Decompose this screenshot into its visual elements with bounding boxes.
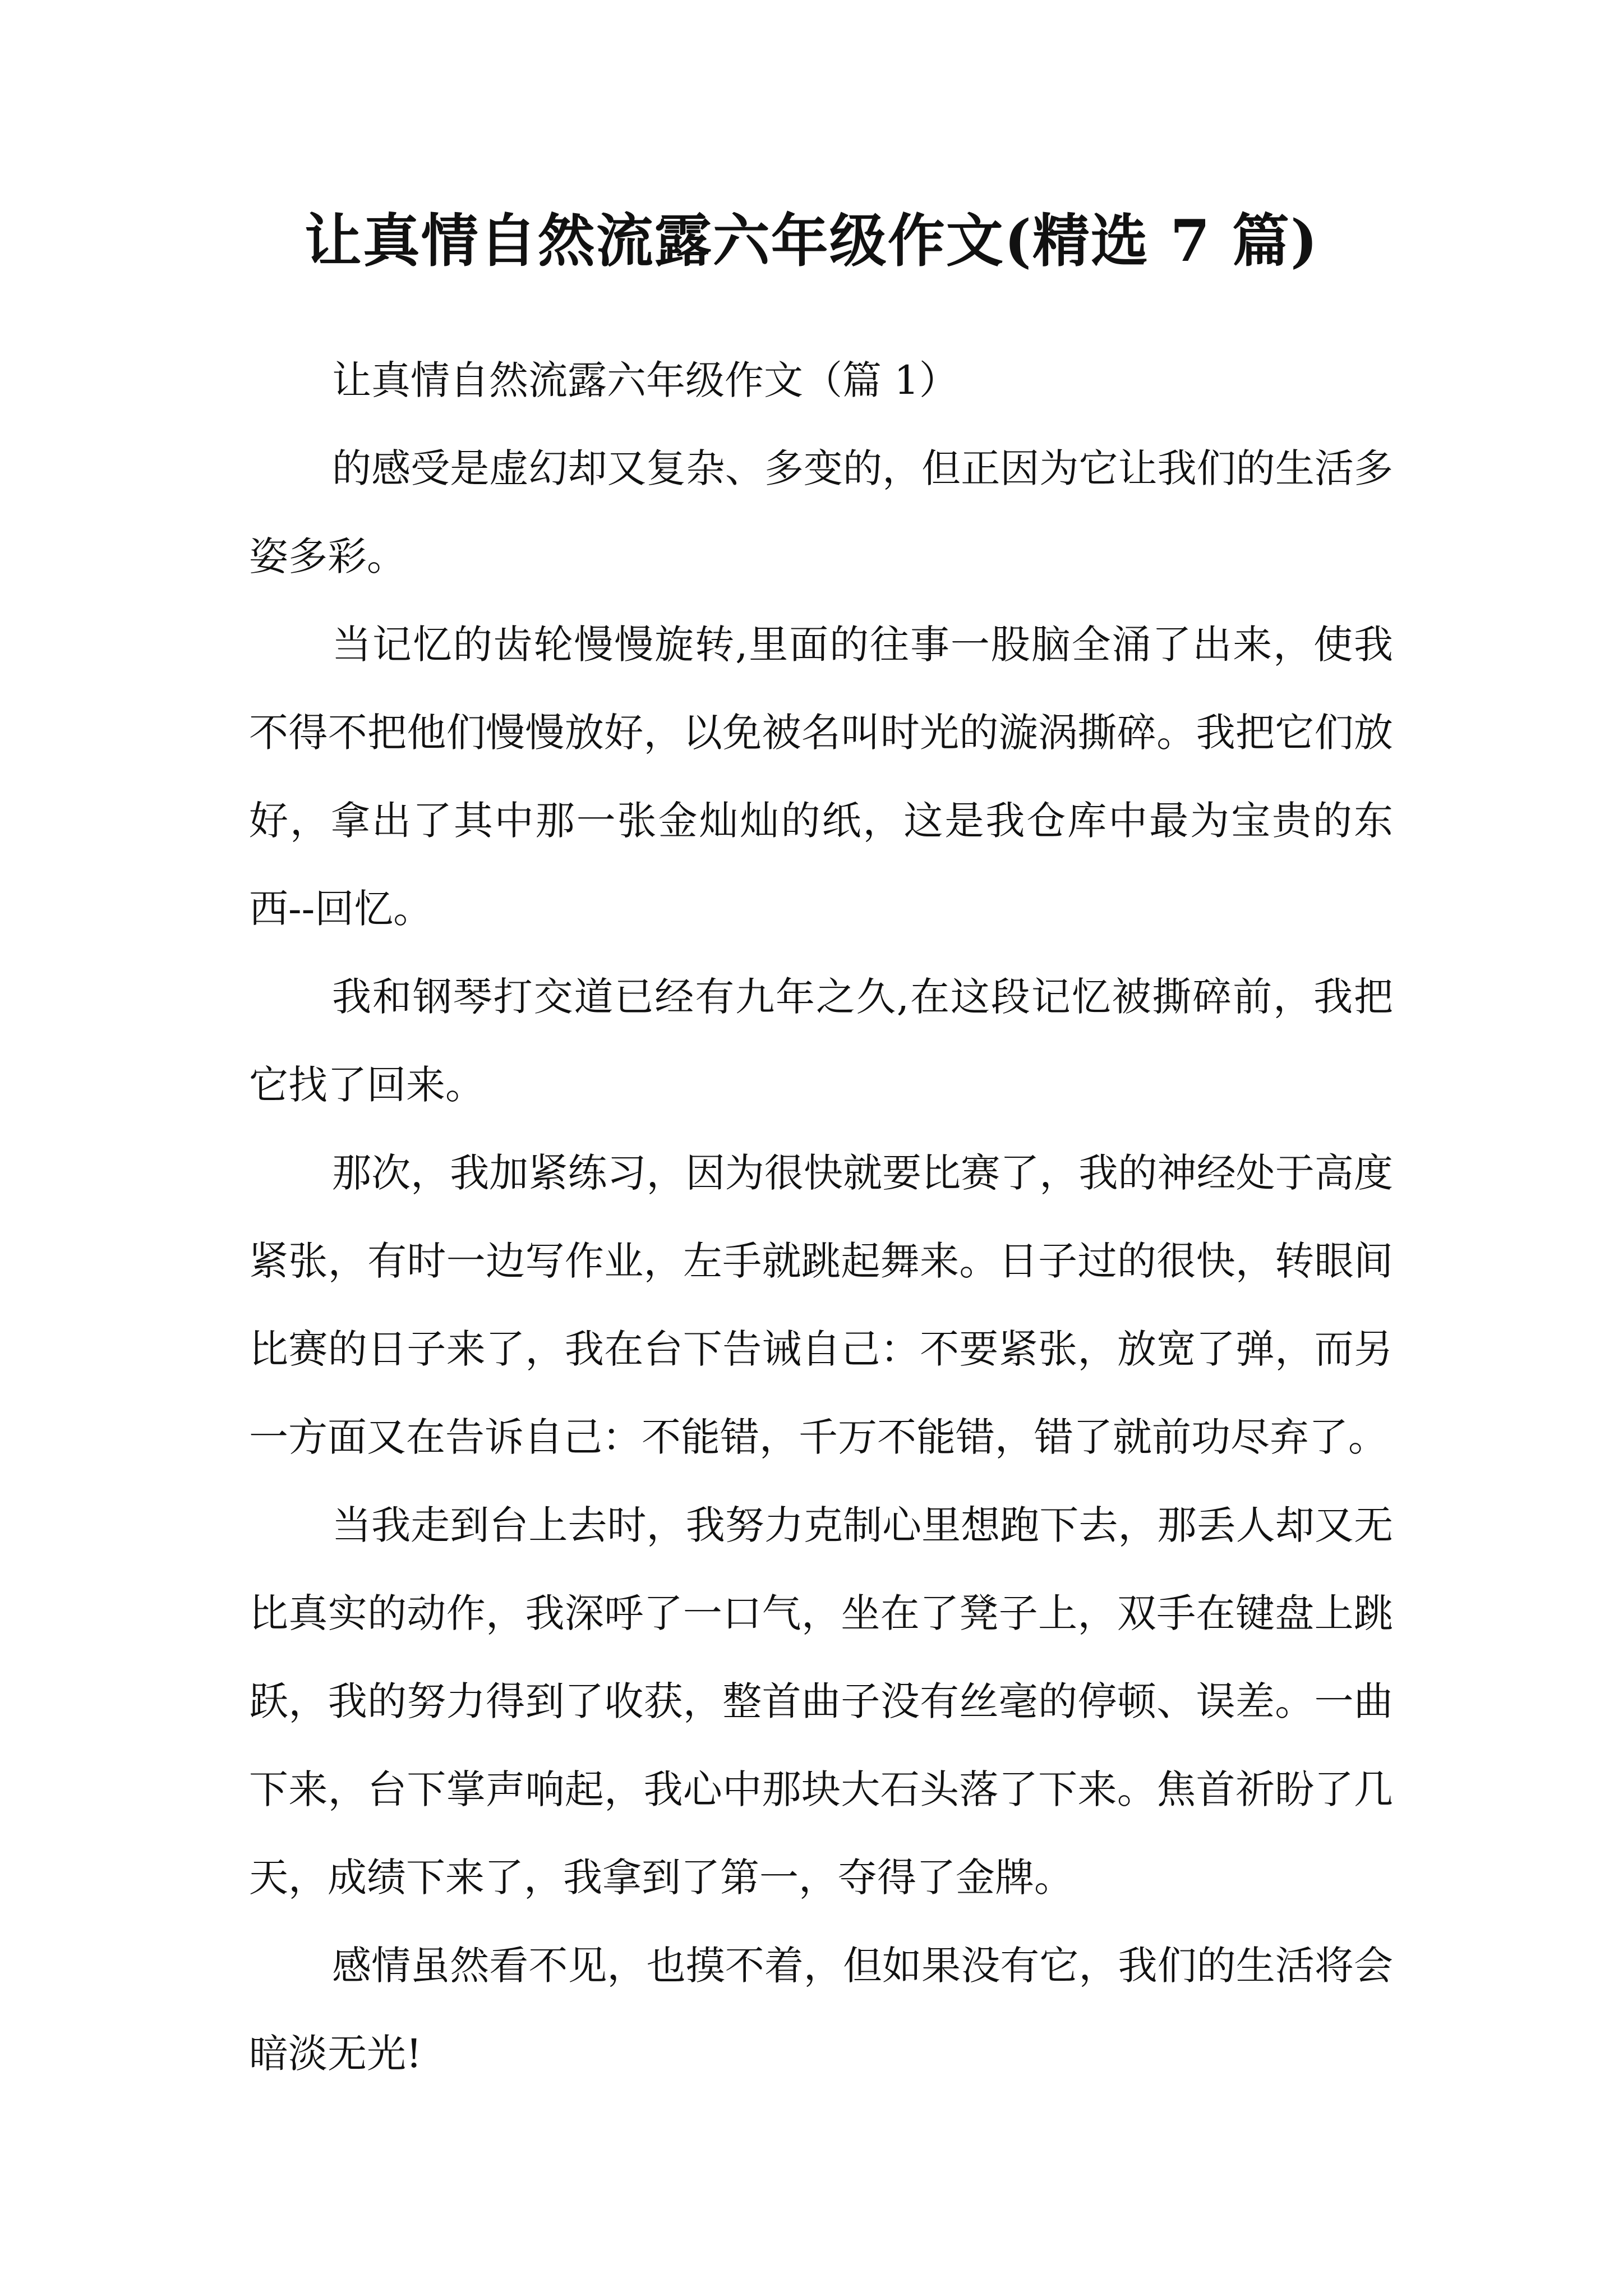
- document-body: [249, 337, 1393, 2098]
- paragraph: 当我走到台上去时，我努力克制心里想跑下去，那丢人却又无比真实的动作，我深呼了一口气，坐在了凳子上，双手在键盘上跳跃，我的努力得到了收获，整首曲子没有丝毫的停顿、误差。一曲下来，台下掌声响起，我心中那块大石头落了下来。焦首祈盼了几天，成绩下来了，我拿到了第一，夺得了金牌。: [249, 1502, 1393, 1901]
- paragraph: 我和钢琴打交道已经有九年之久,在这段记忆被撕碎前，我把它找了回来。: [249, 974, 1393, 1108]
- paragraph: 的感受是虚幻却又复杂、多变的，但正因为它让我们的生活多姿多彩。: [249, 445, 1393, 579]
- paragraph: 那次，我加紧练习，因为很快就要比赛了，我的神经处于高度紧张，有时一边写作业，左手就跳起舞来。日子过的很快，转眼间比赛的日子来了，我在台下告诫自己：不要紧张，放宽了弹，而另一方面又在告诉自己：不能错，千万不能错，错了就前功尽弃了。: [249, 1150, 1393, 1460]
- paragraph: 感情虽然看不见，也摸不着，但如果没有它，我们的生活将会暗淡无光!: [249, 1943, 1393, 2077]
- section-heading: 让真情自然流露六年级作文（篇 1）: [332, 357, 958, 403]
- paragraph: 当记忆的齿轮慢慢旋转,里面的往事一股脑全涌了出来，使我不得不把他们慢慢放好，以免被名叫时光的漩涡撕碎。我把它们放好，拿出了其中那一张金灿灿的纸，这是我仓库中最为宝贵的东西--回忆。: [249, 622, 1393, 932]
- document-title: 让真情自然流露六年级作文(精选 7 篇): [304, 208, 1319, 275]
